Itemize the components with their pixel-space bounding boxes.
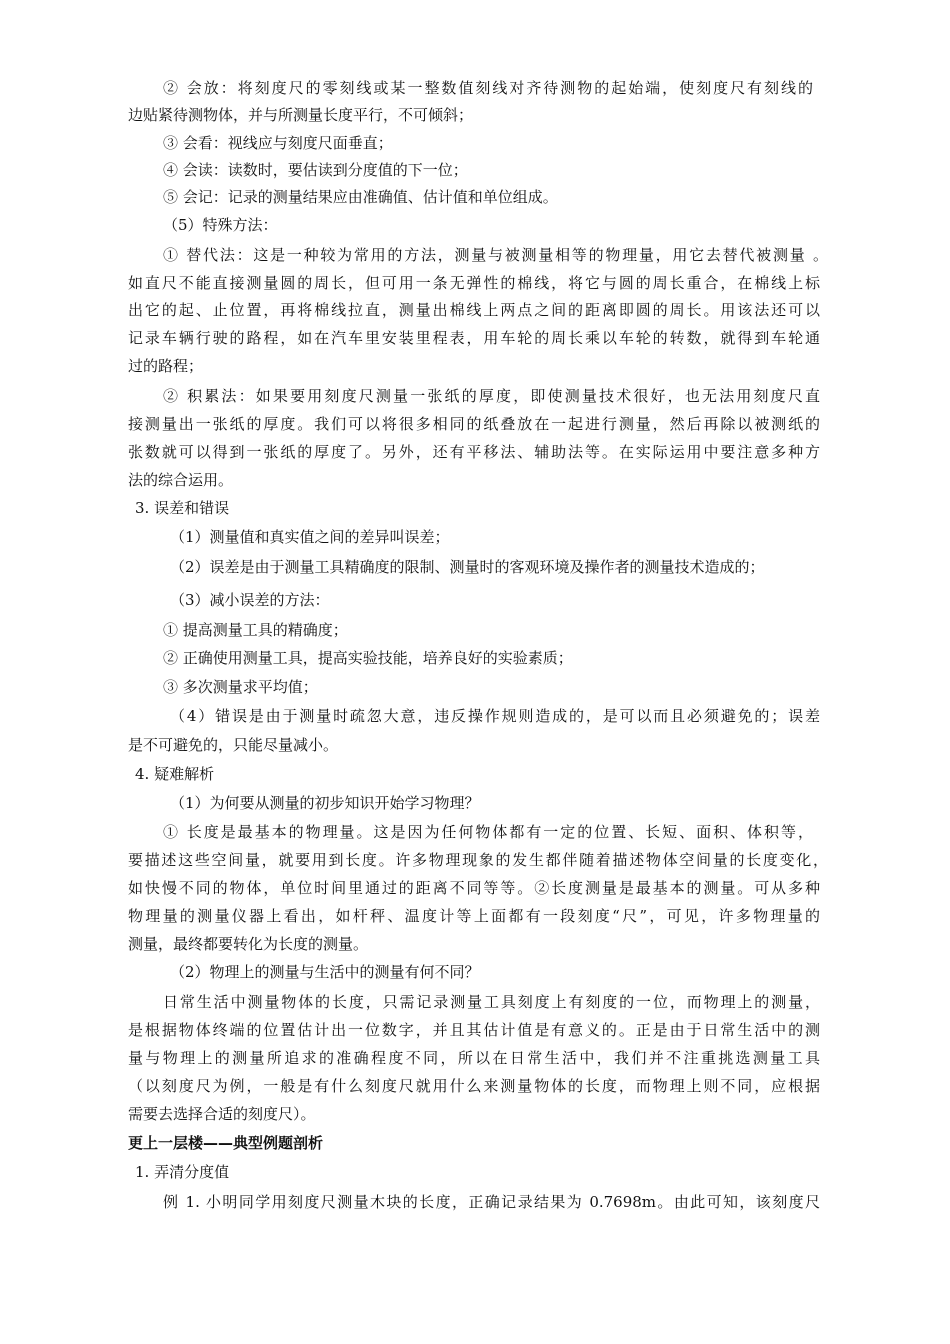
text-line: 法的综合运用。 <box>128 471 234 489</box>
section-heading: 1. 弄清分度值 <box>135 1163 230 1181</box>
text-line: 接测量出一张纸的厚度。我们可以将很多相同的纸叠放在一起进行测量，然后再除以被测纸的 <box>128 415 820 433</box>
text-line: 边贴紧待测物体，并与所测量长度平行，不可倾斜； <box>128 106 474 124</box>
text-line: （1）为何要从测量的初步知识开始学习物理？ <box>170 794 480 812</box>
text-line: ③ 会看：视线应与刻度尺面垂直； <box>163 134 393 152</box>
text-line: （2）误差是由于测量工具精确度的限制、测量时的客观环境及操作者的测量技术造成的； <box>170 558 765 576</box>
text-line: 如直尺不能直接测量圆的周长，但可用一条无弹性的棉线，将它与圆的周长重合，在棉线上标 <box>128 274 820 292</box>
section-heading: 3. 误差和错误 <box>135 499 230 517</box>
text-line: ③ 多次测量求平均值； <box>163 678 318 696</box>
text-line: 记录车辆行驶的路程，如在汽车里安装里程表，用车轮的周长乘以车轮的转数，就得到车轮通 <box>128 329 820 347</box>
text-line: ① 提高测量工具的精确度； <box>163 621 348 639</box>
text-line: （5）特殊方法： <box>163 216 278 234</box>
text-line: 量与物理上的测量所追求的准确程度不同，所以在日常生活中，我们并不注重挑选测量工具 <box>128 1049 820 1067</box>
text-line: 测量，最终都要转化为长度的测量。 <box>128 935 369 953</box>
text-line: ② 积累法：如果要用刻度尺测量一张纸的厚度，即使测量技术很好，也无法用刻度尺直 <box>163 387 820 405</box>
text-line: 是根据物体终端的位置估计出一位数字，并且其估计值是有意义的。正是由于日常生活中的测 <box>128 1021 820 1039</box>
section-title: 更上一层楼——典型例题剖析 <box>128 1134 324 1152</box>
text-line: 例 1. 小明同学用刻度尺测量木块的长度，正确记录结果为 0.7698m。由此可知，该刻度尺 <box>163 1193 820 1211</box>
text-line: 出它的起、止位置，再将棉线拉直，测量出棉线上两点之间的距离即圆的周长。用该法还可以 <box>128 301 820 319</box>
text-line: ② 会放：将刻度尺的零刻线或某一整数值刻线对齐待测物的起始端，使刻度尺有刻线的 <box>163 79 813 97</box>
text-line: ⑤ 会记：记录的测量结果应由准确值、估计值和单位组成。 <box>163 188 558 206</box>
text-line: 需要去选择合适的刻度尺）。 <box>128 1105 316 1123</box>
text-line: ① 替代法：这是一种较为常用的方法，测量与被测量相等的物理量，用它去替代被测量 。 <box>163 246 828 264</box>
text-line: ① 长度是最基本的物理量。这是因为任何物体都有一定的位置、长短、面积、体积等， <box>163 823 813 841</box>
text-line: 如快慢不同的物体，单位时间里通过的距离不同等等。②长度测量是最基本的测量。可从多种 <box>128 879 820 897</box>
text-line: 张数就可以得到一张纸的厚度了。另外，还有平移法、辅助法等。在实际运用中要注意多种方 <box>128 443 820 461</box>
text-line: 物理量的测量仪器上看出，如杆秤、温度计等上面都有一段刻度“尺”，可见，许多物理量的 <box>128 907 820 925</box>
text-line: （3）减小误差的方法： <box>170 591 330 609</box>
section-heading: 4. 疑难解析 <box>135 765 215 783</box>
text-line: 是不可避免的，只能尽量减小。 <box>128 736 339 754</box>
text-line: （1）测量值和真实值之间的差异叫误差； <box>170 528 450 546</box>
text-line: ④ 会读：读数时，要估读到分度值的下一位； <box>163 161 468 179</box>
text-line: （4）错误是由于测量时疏忽大意，违反操作规则造成的，是可以而且必须避免的；误差 <box>170 707 820 725</box>
text-line: 过的路程； <box>128 357 204 375</box>
text-line: ② 正确使用测量工具，提高实验技能，培养良好的实验素质； <box>163 649 573 667</box>
text-line: （2）物理上的测量与生活中的测量有何不同？ <box>170 963 480 981</box>
text-line: （以刻度尺为例，一般是有什么刻度尺就用什么来测量物体的长度，而物理上则不同，应根据 <box>128 1077 820 1095</box>
text-line: 要描述这些空间量，就要用到长度。许多物理现象的发生都伴随着描述物体空间量的长度变化， <box>128 851 828 869</box>
text-line: 日常生活中测量物体的长度，只需记录测量工具刻度上有刻度的一位，而物理上的测量， <box>163 993 820 1011</box>
